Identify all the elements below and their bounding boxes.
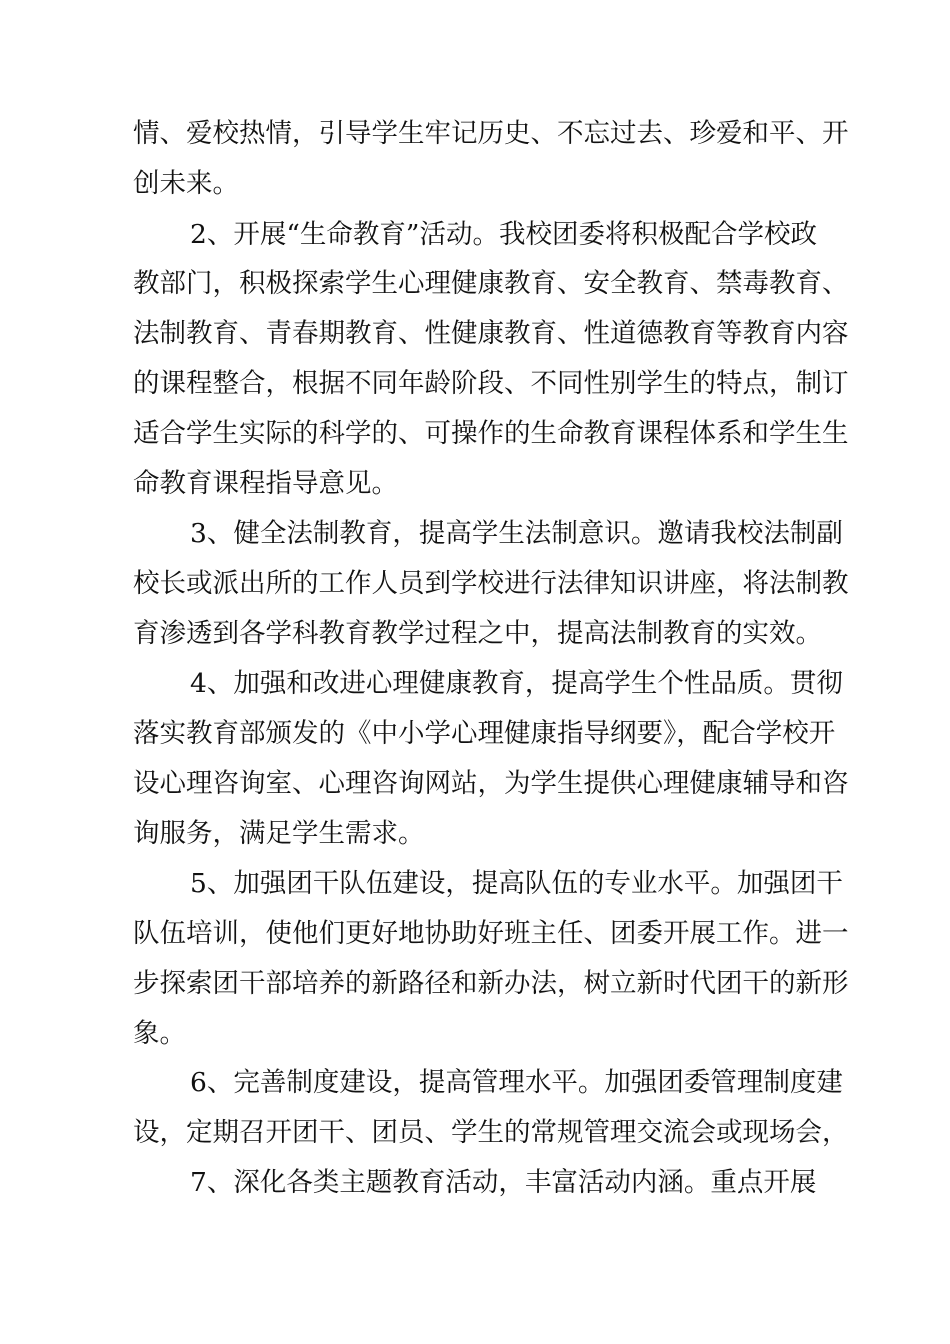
paragraph-4-first-line: 4、加强和改进心理健康教育，提高学生个性品质。贯彻 — [190, 668, 843, 699]
text-line: 询服务，满足学生需求。 — [133, 818, 425, 849]
text-line: 象。 — [133, 1018, 186, 1049]
text-line: 设心理咨询室、心理咨询网站，为学生提供心理健康辅导和咨 — [133, 768, 849, 799]
text-line: 的课程整合，根据不同年龄阶段、不同性别学生的特点，制订 — [133, 368, 849, 399]
text-line: 法制教育、青春期教育、性健康教育、性道德教育等教育内容 — [133, 318, 849, 349]
text-line: 命教育课程指导意见。 — [133, 468, 398, 499]
text-line: 适合学生实际的科学的、可操作的生命教育课程体系和学生生 — [133, 418, 849, 449]
text-line: 教部门，积极探索学生心理健康教育、安全教育、禁毒教育、 — [133, 268, 849, 299]
text-line: 情、爱校热情，引导学生牢记历史、不忘过去、珍爱和平、开 — [133, 118, 849, 149]
text-line: 落实教育部颁发的《中小学心理健康指导纲要》，配合学校开 — [133, 718, 836, 749]
text-line: 设，定期召开团干、团员、学生的常规管理交流会或现场会， — [133, 1117, 849, 1148]
paragraph-6-first-line: 6、完善制度建设，提高管理水平。加强团委管理制度建 — [190, 1067, 843, 1098]
paragraph-3-first-line: 3、健全法制教育，提高学生法制意识。邀请我校法制副 — [190, 518, 843, 549]
paragraph-5-first-line: 5、加强团干队伍建设，提高队伍的专业水平。加强团干 — [190, 868, 843, 899]
paragraph-2-first-line: 2、开展“生命教育”活动。我校团委将积极配合学校政 — [190, 219, 817, 250]
text-line: 步探索团干部培养的新路径和新办法，树立新时代团干的新形 — [133, 968, 849, 999]
text-line: 创未来。 — [133, 168, 239, 199]
text-line: 队伍培训，使他们更好地协助好班主任、团委开展工作。进一 — [133, 918, 849, 949]
paragraph-7-first-line: 7、深化各类主题教育活动，丰富活动内涵。重点开展 — [190, 1167, 817, 1198]
text-line: 育渗透到各学科教育教学过程之中，提高法制教育的实效。 — [133, 618, 822, 649]
text-line: 校长或派出所的工作人员到学校进行法律知识讲座，将法制教 — [133, 568, 849, 599]
